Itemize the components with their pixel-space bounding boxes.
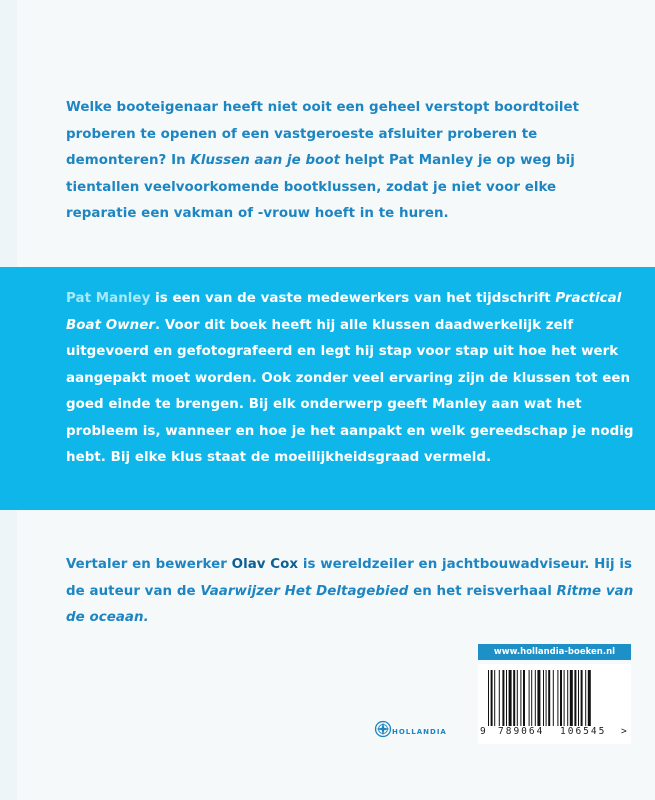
isbn-first-digit: 9 <box>480 726 486 737</box>
translator-name: Olav Cox <box>231 557 299 572</box>
book-title: Klussen aan je boot <box>190 153 341 168</box>
isbn-group-1: 789064 <box>498 726 545 737</box>
book-title-2: Ritme van de oceaan. <box>66 583 634 625</box>
translator-text-1: Vertaler en bewerker <box>66 557 232 572</box>
author-text-1: is een van de vaste medewerkers van het tijdschrift <box>150 291 556 306</box>
isbn-group-2: 106545 <box>560 726 607 737</box>
intro-text-2: helpt Pat Manley je op weg bij tientallen veelvoorkomende bootklussen, zodat je niet voor elke reparatie een vakman of -vrouw hoeft in te huren. <box>66 153 575 221</box>
intro-paragraph <box>66 95 626 228</box>
barcode <box>478 664 631 744</box>
hollandia-compass-icon <box>374 720 392 738</box>
barcode-bars <box>488 670 621 726</box>
author-paragraph <box>66 286 646 472</box>
publisher-logo-text: HOLLANDIA <box>392 728 447 736</box>
book-title-1: Vaarwijzer Het Deltagebied <box>200 583 409 599</box>
isbn-arrow: > <box>621 726 627 737</box>
translator-text-2: is wereldzeiler en jachtbouwadviseur. Hij is de auteur van de <box>66 557 632 599</box>
translator-text-3: en het reisverhaal <box>408 583 557 599</box>
magazine-title: Practical Boat Owner <box>66 291 622 333</box>
website-label[interactable]: www.hollandia-boeken.nl <box>478 644 631 660</box>
author-text-2: . Voor dit boek heeft hij alle klussen daadwerkelijk zelf uitgevoerd en gefotografeerd en legt hij stap voor stap uit hoe het werk aangepakt moet worden. Ook zonder veel ervaring zijn de klussen tot een goed einde te brengen. Bij elk onderwerp geeft Manley aan wat het probleem is, wanneer en hoe je het aanpakt en welk gereedschap je nodig hebt. Bij elke klus staat de moeilijkheidsgraad vermeld. <box>66 317 634 465</box>
intro-text-1: Welke booteigenaar heeft niet ooit een geheel verstopt boordtoilet proberen te openen of een vastgeroeste afsluiter proberen te demonteren? In <box>66 100 580 168</box>
translator-paragraph <box>66 552 646 632</box>
author-name: Pat Manley <box>66 291 151 306</box>
